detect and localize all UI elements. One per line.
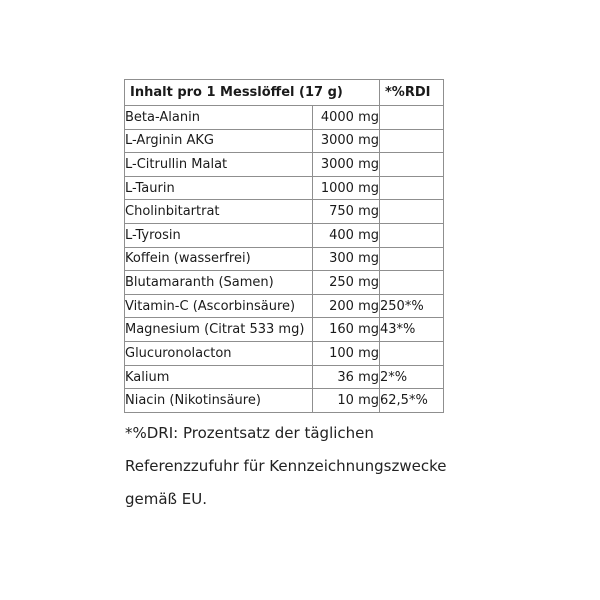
ingredient-amount: 750 mg [313, 200, 380, 224]
table-row [125, 153, 444, 177]
ingredient-name: Koffein (wasserfrei) [125, 247, 313, 271]
ingredient-amount: 160 mg [313, 318, 380, 342]
table-row [125, 365, 444, 389]
ingredient-rdi [380, 106, 444, 130]
ingredient-rdi: 2*% [380, 365, 444, 389]
table-header-title: Inhalt pro 1 Messlöffel (17 g) [125, 80, 380, 106]
table-header-row [125, 80, 444, 106]
footnote-line-3: gemäß EU. [125, 490, 207, 508]
ingredient-name: Magnesium (Citrat 533 mg) [125, 318, 313, 342]
ingredient-name: Vitamin-C (Ascorbinsäure) [125, 294, 313, 318]
ingredient-name: Cholinbitartrat [125, 200, 313, 224]
ingredient-amount: 300 mg [313, 247, 380, 271]
ingredient-name: L-Taurin [125, 176, 313, 200]
table-row [125, 200, 444, 224]
table-row [125, 247, 444, 271]
rdi-footnote [125, 414, 446, 516]
ingredient-amount: 4000 mg [313, 106, 380, 130]
ingredient-name: L-Citrullin Malat [125, 153, 313, 177]
ingredient-rdi [380, 342, 444, 366]
table-row [125, 318, 444, 342]
nutrition-table [124, 79, 444, 413]
ingredient-rdi [380, 224, 444, 248]
ingredient-rdi [380, 153, 444, 177]
footnote-line-2: Referenzzufuhr für Kennzeichnungszwecke [125, 457, 447, 475]
table-header-rdi: *%RDI [380, 80, 444, 106]
table-row [125, 294, 444, 318]
ingredient-name: Kalium [125, 365, 313, 389]
ingredient-rdi: 250*% [380, 294, 444, 318]
ingredient-amount: 3000 mg [313, 153, 380, 177]
ingredient-rdi [380, 200, 444, 224]
ingredient-amount: 36 mg [313, 365, 380, 389]
ingredient-amount: 10 mg [313, 389, 380, 413]
table-row [125, 271, 444, 295]
ingredient-rdi [380, 176, 444, 200]
ingredient-amount: 1000 mg [313, 176, 380, 200]
table-row [125, 342, 444, 366]
ingredient-rdi [380, 247, 444, 271]
ingredient-rdi [380, 271, 444, 295]
ingredient-name: L-Arginin AKG [125, 129, 313, 153]
ingredient-amount: 100 mg [313, 342, 380, 366]
ingredient-amount: 200 mg [313, 294, 380, 318]
table-row [125, 224, 444, 248]
table-row [125, 129, 444, 153]
ingredient-name: Blutamaranth (Samen) [125, 271, 313, 295]
ingredient-rdi: 62,5*% [380, 389, 444, 413]
ingredient-name: Beta-Alanin [125, 106, 313, 130]
ingredient-name: L-Tyrosin [125, 224, 313, 248]
ingredient-name: Glucuronolacton [125, 342, 313, 366]
ingredient-amount: 3000 mg [313, 129, 380, 153]
table-row [125, 176, 444, 200]
footnote-line-1: *%DRI: Prozentsatz der täglichen [125, 424, 374, 442]
ingredient-rdi [380, 129, 444, 153]
ingredient-amount: 250 mg [313, 271, 380, 295]
table-row [125, 389, 444, 413]
ingredient-amount: 400 mg [313, 224, 380, 248]
ingredient-name: Niacin (Nikotinsäure) [125, 389, 313, 413]
ingredient-rdi: 43*% [380, 318, 444, 342]
table-row [125, 106, 444, 130]
